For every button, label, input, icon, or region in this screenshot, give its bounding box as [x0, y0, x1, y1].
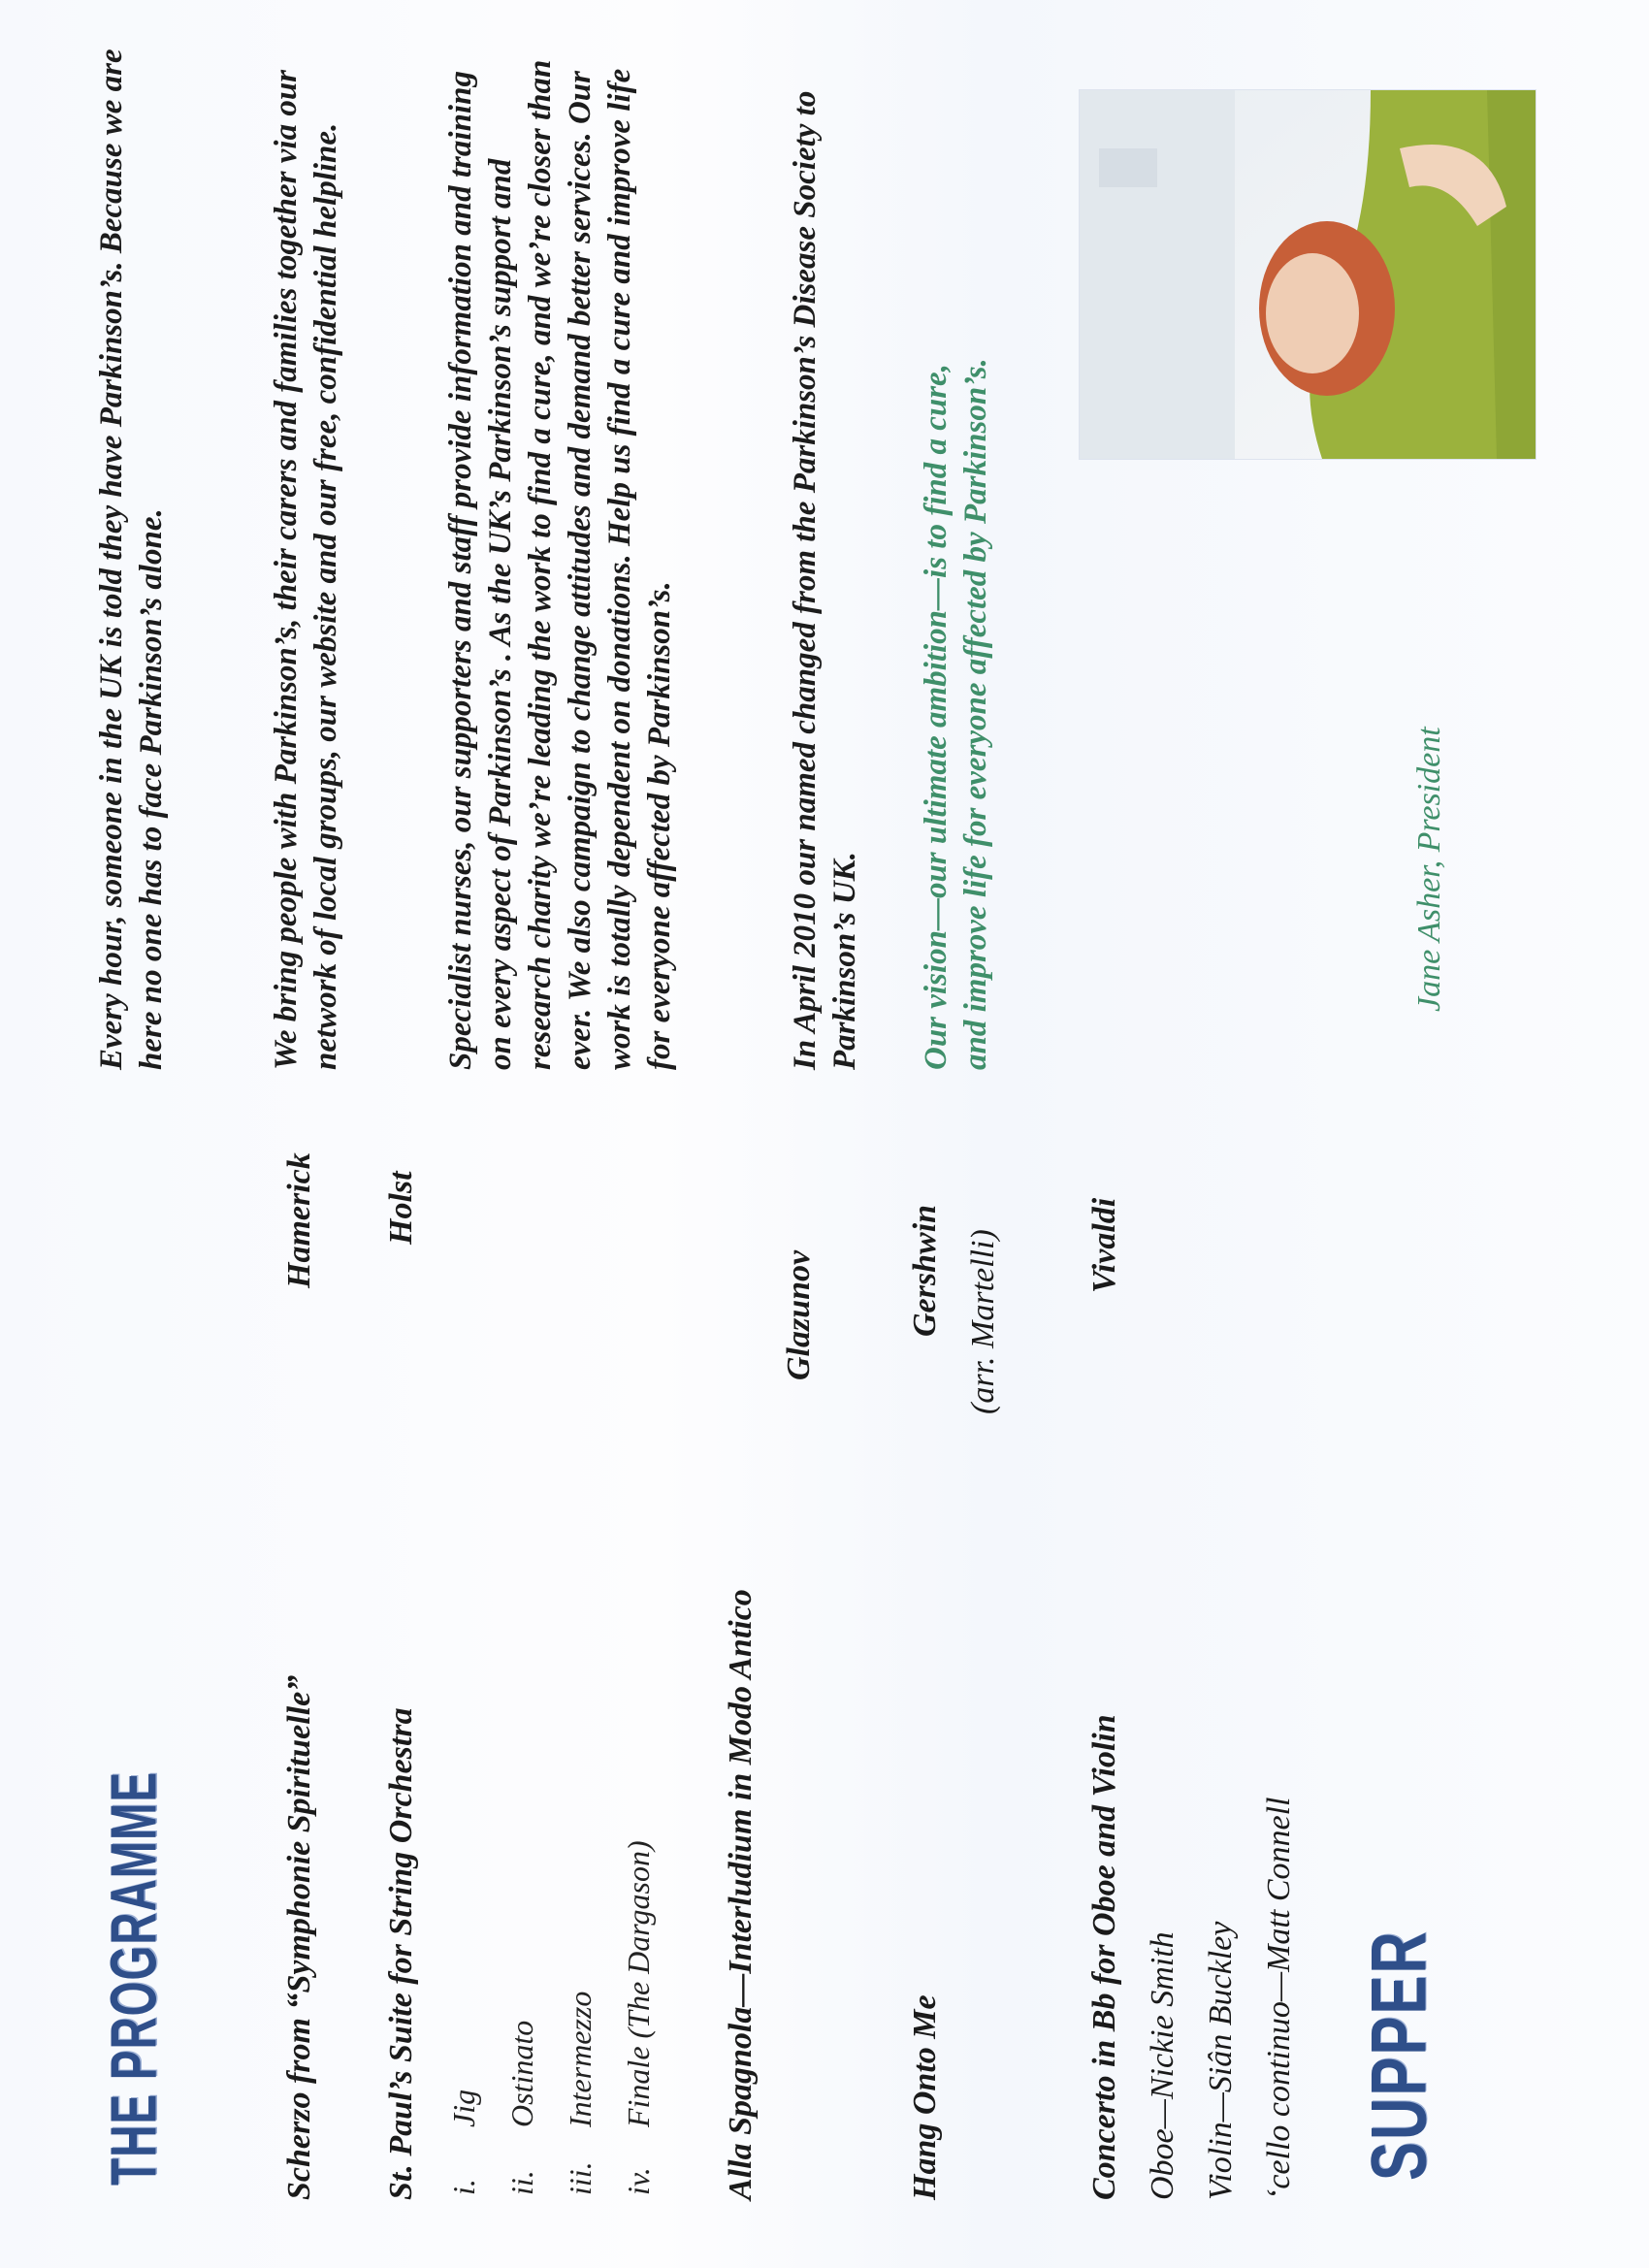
programme-panel	[0, 1138, 1649, 2268]
charity-paragraph: Every hour, someone in the UK is told they have Parkinson’s. Because we are here no one has to face Parkinson’s alone.	[94, 49, 169, 1070]
performer-line: Violin—Siân Buckley	[1203, 1921, 1239, 2200]
charity-paragraph: In April 2010 our named changed from the Parkinson’s Disease Society to Parkinson’s UK.	[788, 90, 862, 1070]
programme-item-title: Scherzo from “Symphonie Spirituelle”	[281, 1674, 317, 2200]
president-photo	[1079, 89, 1536, 460]
movement-name: Ostinato	[504, 2020, 539, 2127]
movement-name: Jig	[446, 2089, 481, 2127]
movement-number: ii.	[504, 2170, 539, 2195]
movement-item	[621, 1840, 657, 2195]
programme-heading: THE PROGRAMME	[96, 1771, 170, 2186]
movement-number: i.	[446, 2179, 481, 2195]
movement-name: Finale (The Dargason)	[621, 1840, 656, 2127]
charity-paragraph: We bring people with Parkinson’s, their carers and families together via our network of local groups, our website and our free, confidential helpline.	[269, 69, 343, 1070]
vision-statement: Our vision—our ultimate ambition—is to find a cure, and improve life for everyone affected by Parkinson’s.	[919, 358, 993, 1070]
signature: Jane Asher, President	[1411, 727, 1447, 1012]
movement-item	[504, 2021, 540, 2195]
programme-item-composer: Holst	[383, 1171, 419, 1245]
programme-item-title: Alla Spagnola—Interludium in Modo Antico	[723, 1589, 759, 2200]
portrait-illustration	[1080, 90, 1536, 459]
arrangement-note: (arr. Martelli)	[965, 1229, 1001, 1414]
movement-item	[563, 1992, 598, 2195]
programme-item-composer: Gershwin	[907, 1204, 943, 1337]
programme-item-title: Concerto in Bb for Oboe and Violin	[1086, 1714, 1122, 2200]
movement-number: iv.	[621, 2167, 656, 2195]
programme-item-composer: Hamerick	[281, 1152, 317, 1288]
supper-heading: SUPPER	[1354, 1929, 1442, 2181]
performer-line: ‘cello continuo—Matt Connell	[1261, 1797, 1297, 2200]
movement-number: iii.	[563, 2161, 598, 2195]
movement-name: Intermezzo	[563, 1991, 598, 2127]
programme-item-title: St. Paul’s Suite for String Orchestra	[383, 1707, 419, 2200]
programme-item-title: Hang Onto Me	[907, 1994, 943, 2200]
programme-item-composer: Vivaldi	[1086, 1197, 1122, 1293]
movement-item	[446, 2090, 482, 2195]
charity-paragraph: Specialist nurses, our supporters and staff provide information and training on every aspect of Parkinson’s . As the UK’s Parkinson’s support and research charity we’re leading the work to find a cure, and we’re closer than ever. We also campaign to change attitudes and demand better services. Our work is totally dependent on donations. Help us find a cure and improve life for everyone affected by Parkinson’s.	[443, 59, 677, 1070]
programme-item-composer: Glazunov	[781, 1249, 817, 1380]
performer-line: Oboe—Nickie Smith	[1145, 1931, 1180, 2200]
